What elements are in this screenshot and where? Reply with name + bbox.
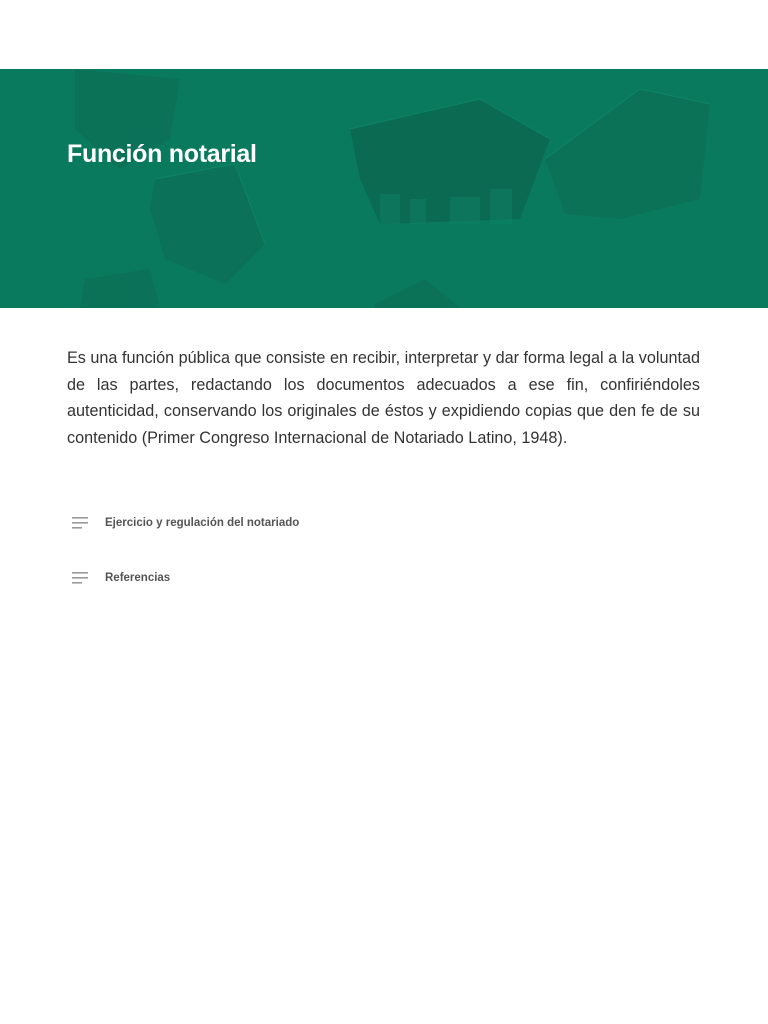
hero-background-illustration: [0, 69, 768, 308]
toc-item-label: Ejercicio y regulación del notariado: [105, 517, 300, 529]
page-title: Función notarial: [67, 140, 257, 168]
intro-section: [67, 345, 700, 451]
table-of-contents: [72, 508, 472, 618]
list-lines-icon: [72, 571, 90, 585]
toc-item-label: Referencias: [105, 572, 171, 584]
toc-item-referencias[interactable]: [72, 563, 472, 593]
list-lines-icon: [72, 516, 90, 530]
toc-item-ejercicio[interactable]: [72, 508, 472, 538]
hero-banner: [0, 69, 768, 308]
intro-paragraph: Es una función pública que consiste en recibir, interpretar y dar forma legal a la voluntad de las partes, redactando los documentos adecuados a ese fin, confiriéndoles autenticidad, conservando los originales de éstos y expidiendo copias que den fe de su contenido (Primer Congreso Internacional de Notariado Latino, 1948).: [67, 349, 700, 447]
